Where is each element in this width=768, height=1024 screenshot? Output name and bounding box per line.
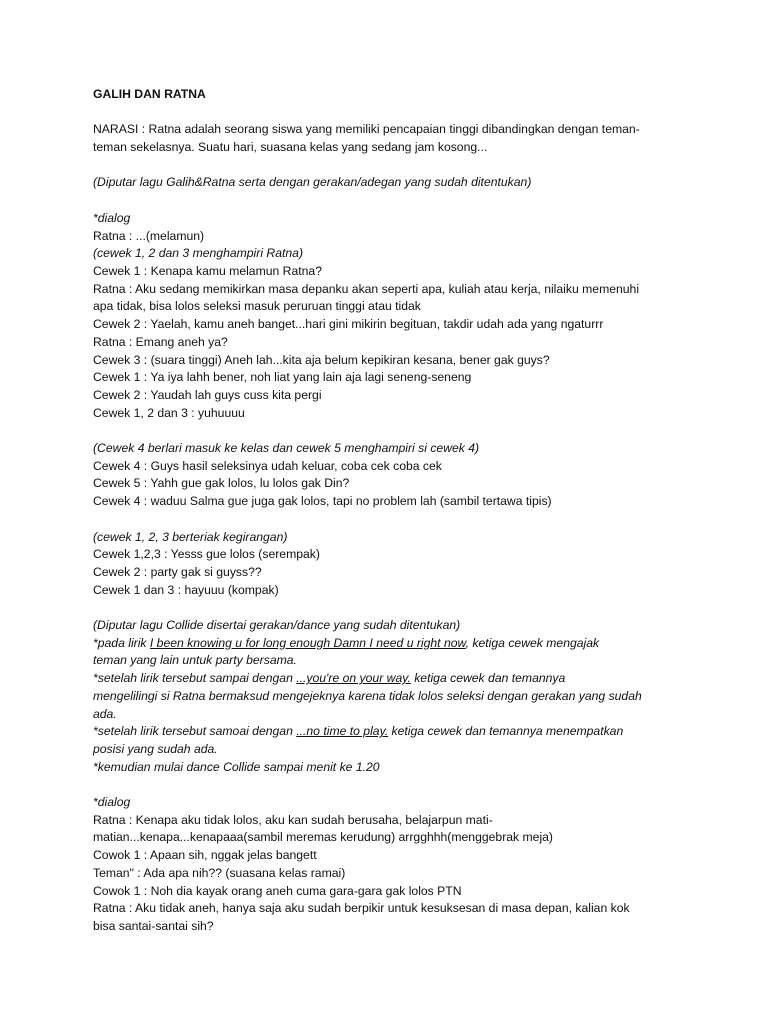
choreo-note: posisi yang sudah ada. (93, 741, 218, 756)
dialog-line: Ratna : Aku sedang memikirkan masa depanku akan seperti apa, kuliah atau kerja, nilaiku memenuhi (93, 281, 640, 296)
note-text: *pada lirik (93, 635, 150, 650)
choreo-note: mengelilingi si Ratna bermaksud mengejeknya karena tidak lolos seleksi dengan gerakan yang sudah (93, 688, 642, 703)
dialog-line: Cewek 2 : Yaelah, kamu aneh banget...hari gini mikirin begituan, takdir udah ada yang ngaturrr (93, 317, 604, 332)
dialog-line: Cewek 2 : Yaudah lah guys cuss kita pergi (93, 387, 322, 402)
lyric-quote: I been knowing u for long enough Damn I need u right now (149, 635, 466, 650)
stage-direction: (cewek 1, 2, 3 berteriak kegirangan) (93, 529, 288, 544)
dialog-line: Ratna : Aku tidak aneh, hanya saja aku sudah berpikir untuk kesuksesan di masa depan, kalian kok (93, 901, 630, 916)
narration-line: teman sekelasnya. Suatu hari, suasana kelas yang sedang jam kosong... (93, 140, 488, 155)
dialog-line: Ratna : ...(melamun) (93, 228, 205, 243)
lyric-quote: ...no time to play. (296, 724, 389, 739)
dialog-line: Cewek 1 dan 3 : hayuuu (kompak) (93, 582, 279, 597)
dialog-line: apa tidak, bisa lolos seleksi masuk peruruan tinggi atau tidak (93, 299, 421, 314)
dialog-line: Cewek 1 : Kenapa kamu melamun Ratna? (93, 263, 322, 278)
dialog-line: Cewek 1,2,3 : Yesss gue lolos (serempak) (93, 547, 320, 562)
note-text: *setelah lirik tersebut sampai dengan (93, 671, 297, 686)
note-text: , ketiga cewek mengajak (465, 635, 600, 650)
dialog-line: Cewek 2 : party gak si guyss?? (93, 564, 262, 579)
note-text: ketiga cewek dan temannya menempatkan (388, 724, 624, 739)
dialog-label: *dialog (93, 210, 131, 225)
choreo-note (93, 635, 693, 653)
document-title: GALIH DAN RATNA (93, 87, 206, 101)
stage-direction: (Diputar lagu Galih&Ratna serta dengan gerakan/adegan yang sudah ditentukan) (93, 175, 532, 190)
dialog-line: Cowok 1 : Apaan sih, nggak jelas bangett (93, 848, 317, 863)
dialog-line: Ratna : Kenapa aku tidak lolos, aku kan sudah berusaha, belajarpun mati- (93, 812, 493, 827)
lyric-quote: ...you're on your way. (296, 671, 411, 686)
choreo-note: teman yang lain untuk party bersama. (93, 653, 297, 668)
narration-line: NARASI : Ratna adalah seorang siswa yang memiliki pencapaian tinggi dibandingkan dengan teman- (93, 122, 640, 137)
dialog-line: Cowok 1 : Noh dia kayak orang aneh cuma gara-gara gak lolos PTN (93, 883, 462, 898)
stage-direction: (Diputar lagu Collide disertai gerakan/dance yang sudah ditentukan) (93, 618, 461, 632)
choreo-note: *kemudian mulai dance Collide sampai menit ke 1.20 (93, 759, 380, 774)
note-text: ketiga cewek dan temannya (410, 671, 566, 686)
note-text: *setelah lirik tersebut samoai dengan (93, 724, 297, 739)
dialog-line: Cewek 4 : Guys hasil seleksinya udah keluar, coba cek coba cek (93, 458, 442, 473)
script-body (93, 86, 693, 936)
stage-direction: (Cewek 4 berlari masuk ke kelas dan cewek 5 menghampiri si cewek 4) (93, 441, 480, 455)
choreo-note (93, 670, 693, 688)
dialog-line: Cewek 3 : (suara tinggi) Aneh lah...kita aja belum kepikiran kesana, bener gak guys? (93, 352, 550, 367)
dialog-line: Cewek 4 : waduu Salma gue juga gak lolos, tapi no problem lah (sambil tertawa tipis) (93, 494, 552, 509)
choreo-note (93, 723, 693, 741)
dialog-line: Teman" : Ada apa nih?? (suasana kelas ramai) (93, 865, 346, 880)
stage-direction: (cewek 1, 2 dan 3 menghampiri Ratna) (93, 246, 304, 261)
dialog-label: *dialog (93, 795, 131, 810)
dialog-line: Cewek 1 : Ya iya lahh bener, noh liat yang lain aja lagi seneng-seneng (93, 370, 472, 385)
dialog-line: Ratna : Emang aneh ya? (93, 334, 228, 349)
dialog-line: Cewek 5 : Yahh gue gak lolos, lu lolos gak Din? (93, 476, 350, 491)
dialog-line: bisa santai-santai sih? (93, 918, 214, 933)
dialog-line: Cewek 1, 2 dan 3 : yuhuuuu (93, 405, 245, 420)
dialog-line: matian...kenapa...kenapaaa(sambil meremas kerudung) arrgghhh(menggebrak meja) (93, 830, 553, 845)
choreo-note: ada. (93, 706, 117, 721)
